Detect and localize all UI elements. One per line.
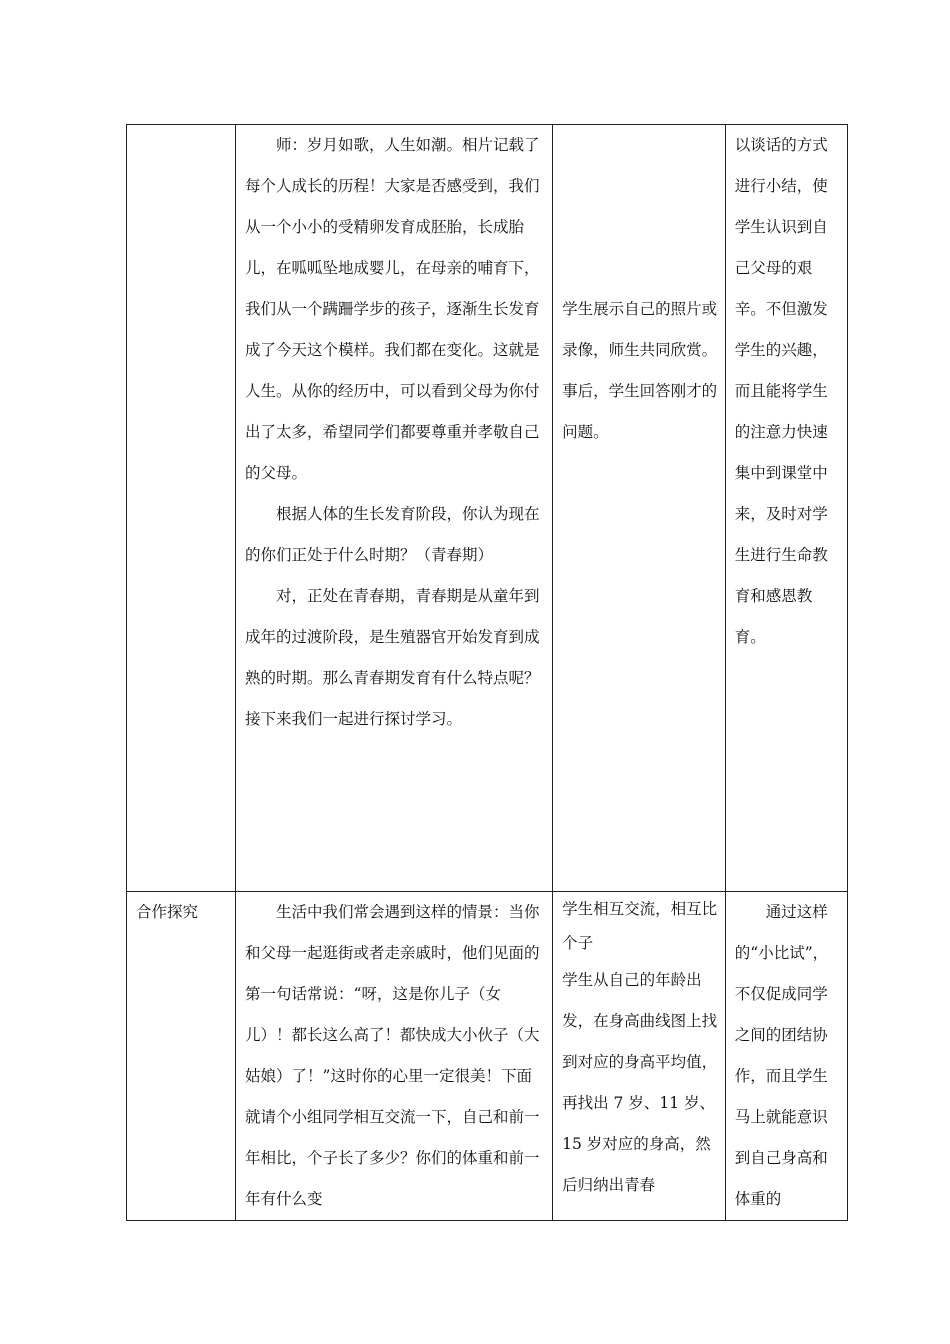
student-activity-cell bbox=[553, 125, 726, 892]
lesson-plan-table bbox=[126, 124, 848, 1221]
teacher-paragraph: 生活中我们常会遇到这样的情景：当你和父母一起逛街或者走亲戚时，他们见面的第一句话常说：“呀，这是你儿子（女儿）！都长这么高了！都快成大小伙子（大姑娘）了！”这时你的心里一定很美！下面就请个小组同学相互交流一下，自己和前一年相比，个子长了多少？你们的体重和前一年有什么变 bbox=[245, 903, 540, 1208]
student-paragraph: 学生展示自己的照片或录像，师生共同欣赏。事后，学生回答刚才的问题。 bbox=[562, 300, 718, 441]
stage-cell bbox=[127, 892, 236, 1221]
stage-label: 合作探究 bbox=[136, 903, 199, 921]
stage-cell bbox=[127, 125, 236, 892]
teacher-paragraph: 对，正处在青春期，青春期是从童年到成年的过渡阶段，是生殖器官开始发育到成熟的时期。那么青春期发育有什么特点呢？接下来我们一起进行探讨学习。 bbox=[245, 587, 540, 728]
student-paragraph: 学生从自己的年龄出发，在身高曲线图上找到对应的身高平均值，再找出 7 岁、11 岁、15 岁对应的身高，然后归纳出青春 bbox=[562, 971, 718, 1194]
teacher-activity-cell bbox=[236, 125, 553, 892]
intent-paragraph: 通过这样的“小比试”，不仅促成同学之间的团结协作，而且学生马上就能意识到自己身高和体重的 bbox=[734, 903, 829, 1208]
teacher-paragraph: 师：岁月如歌，人生如潮。相片记载了每个人成长的历程！大家是否感受到，我们从一个小小的受精卵发育成胚胎，长成胎儿，在呱呱坠地成婴儿，在母亲的哺育下，我们从一个蹒跚学步的孩子，逐渐生长发育成了今天这个模样。我们都在变化。这就是人生。从你的经历中，可以看到父母为你付出了太多，希望同学们都要尊重并孝敬自己的父母。 bbox=[245, 136, 540, 482]
table-row bbox=[127, 125, 848, 892]
intent-paragraph: 以谈话的方式进行小结，使学生认识到自己父母的艰辛。不但激发学生的兴趣，而且能将学生的注意力快速集中到课堂中来，及时对学生进行生命教育和感恩教育。 bbox=[734, 136, 828, 646]
student-paragraph: 学生相互交流，相互比个子 bbox=[562, 900, 718, 952]
student-activity-cell bbox=[553, 892, 726, 1221]
teacher-paragraph: 根据人体的生长发育阶段，你认为现在的你们正处于什么时期？（青春期） bbox=[245, 505, 540, 564]
design-intent-cell bbox=[725, 892, 847, 1221]
teacher-activity-cell bbox=[236, 892, 553, 1221]
table-row bbox=[127, 892, 848, 1221]
design-intent-cell bbox=[725, 125, 847, 892]
